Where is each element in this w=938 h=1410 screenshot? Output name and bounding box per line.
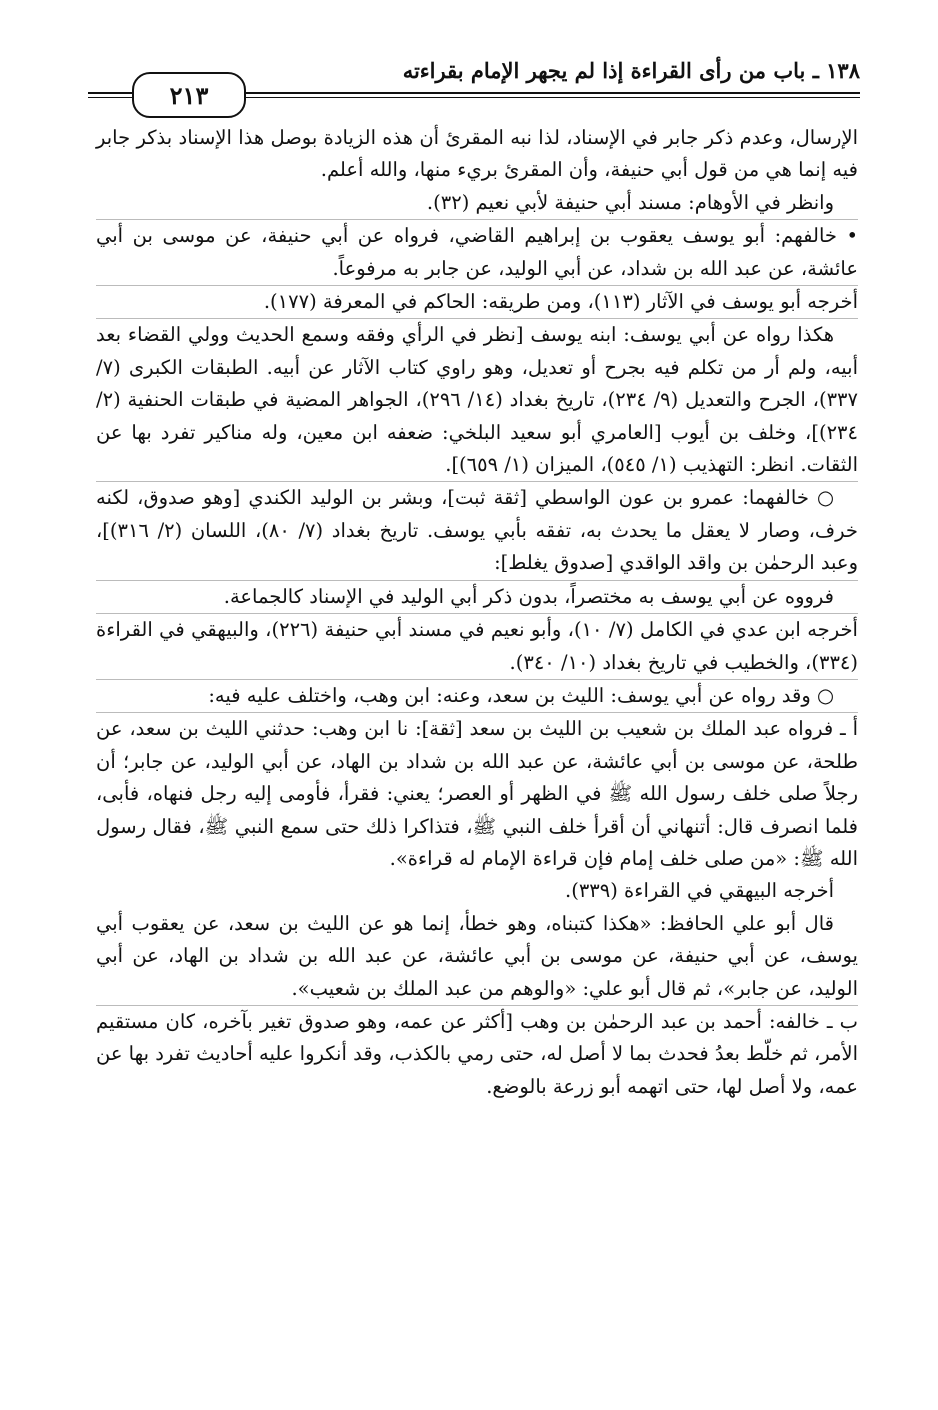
paragraph: قال أبو علي الحافظ: «هكذا كتبناه، وهو خطأ، إنما هو عن الليث بن سعد، عن يعقوب أبي يوسف، عن أبي حنيفة، عن موسى بن أبي عائشة، عن عبد الله بن شداد بن الهاد، عن أبي الوليد، عن جابر»، ثم قال أبو علي: «والوهم من عبد الملك بن شعيب». bbox=[96, 908, 858, 1006]
page-number: ٢١٣ bbox=[132, 72, 246, 118]
page-number-rule-thin bbox=[88, 97, 128, 98]
paragraph: الإرسال، وعدم ذكر جابر في الإسناد، لذا نبه المقرئ أن هذه الزيادة بوصل هذا الإسناد بذكر جابر فيه إنما هي من قول أبي حنيفة، وأن المقرئ بريء منها، والله أعلم. bbox=[96, 126, 858, 182]
paragraph: وانظر في الأوهام: مسند أبي حنيفة لأبي نعيم (٣٢). bbox=[96, 187, 858, 220]
paragraph: أ ـ فرواه عبد الملك بن شعيب بن الليث بن سعد [ثقة]: نا ابن وهب: حدثني الليث بن سعد، عن طلحة، عن موسى بن أبي عائشة، عن عبد الله بن شداد بن الهاد، عن أبي الوليد، عن جابر؛ أن رجلاً صلى خلف رسول الله ﷺ في الظهر أو العصر؛ يعني: فقرأ، فأومى إليه رجل فنهاه، فأبى، فلما انصرف قال: أتنهاني أن أقرأ خلف النبي ﷺ، فتذاكرا ذلك حتى سمع النبي ﷺ، فقال رسول الله ﷺ: «من صلى خلف إمام فإن قراءة الإمام له قراءة». bbox=[96, 717, 858, 870]
chapter-title: ١٣٨ ـ باب من رأى القراءة إذا لم يجهر الإمام بقراءته bbox=[402, 58, 860, 83]
paragraph: فرووه عن أبي يوسف به مختصراً، بدون ذكر أبي الوليد في الإسناد كالجماعة. bbox=[96, 581, 858, 614]
paragraph: • خالفهم: أبو يوسف يعقوب بن إبراهيم القاضي، فرواه عن أبي حنيفة، عن موسى بن أبي عائشة، عن عبد الله بن شداد، عن أبي الوليد، عن جابر به مرفوعاً. bbox=[96, 220, 858, 286]
page-header bbox=[92, 52, 860, 108]
paragraph: أخرجه ابن عدي في الكامل (٧/ ١٠)، وأبو نعيم في مسند أبي حنيفة (٢٢٦)، والبيهقي في القراءة (٣٣٤)، والخطيب في تاريخ بغداد (١٠/ ٣٤٠). bbox=[96, 614, 858, 680]
paragraph: ○ وقد رواه عن أبي يوسف: الليث بن سعد، وعنه: ابن وهب، واختلف عليه فيه: bbox=[96, 680, 858, 713]
paragraph: ب ـ خالفه: أحمد بن عبد الرحمٰن بن وهب [أكثر عن عمه، وهو صدوق تغير بآخره، كان مستقيم الأمر، ثم خلّط بعدُ فحدث بما لا أصل له، حتى رمي بالكذب، وقد أنكروا عليه أحاديث تفرد بها عن عمه، ولا أصل لها، حتى اتهمه أبو زرعة بالوضع. bbox=[96, 1009, 858, 1098]
paragraph: هكذا رواه عن أبي يوسف: ابنه يوسف [نظر في الرأي وفقه وسمع الحديث وولي القضاء بعد أبيه، ولم أر من تكلم فيه بجرح أو تعديل، وهو راوي كتاب الآثار عن أبيه. الطبقات الكبرى (٧/ ٣٣٧)، الجرح والتعديل (٩/ ٢٣٤)، تاريخ بغداد (١٤/ ٢٩٦)، الجواهر المضية في طبقات الحنفية (٢/ ٢٣٤)]، وخلف بن أيوب [العامري أبو سعيد البلخي: ضعفه ابن معين، وله مناكير تفرد بها عن الثقات. انظر: التهذيب (١/ ٥٤٥)، الميزان (١/ ٦٥٩)]. bbox=[96, 319, 858, 482]
page-number-rule bbox=[88, 92, 128, 94]
paragraph: أخرجه البيهقي في القراءة (٣٣٩). bbox=[565, 879, 834, 903]
paragraph: أخرجه أبو يوسف في الآثار (١١٣)، ومن طريقه: الحاكم في المعرفة (١٧٧). bbox=[96, 286, 858, 319]
paragraph: ○ خالفهما: عمرو بن عون الواسطي [ثقة ثبت]، وبشر بن الوليد الكندي [وهو صدوق، لكنه خرف، وصار لا يعقل ما يحدث به، تفقه بأبي يوسف. تاريخ بغداد (٧/ ٨٠)، اللسان (٢/ ٣١٦)]، وعبد الرحمٰن بن واقد الواقدي [صدوق يغلط]: bbox=[96, 482, 858, 580]
page-body bbox=[96, 122, 858, 1103]
